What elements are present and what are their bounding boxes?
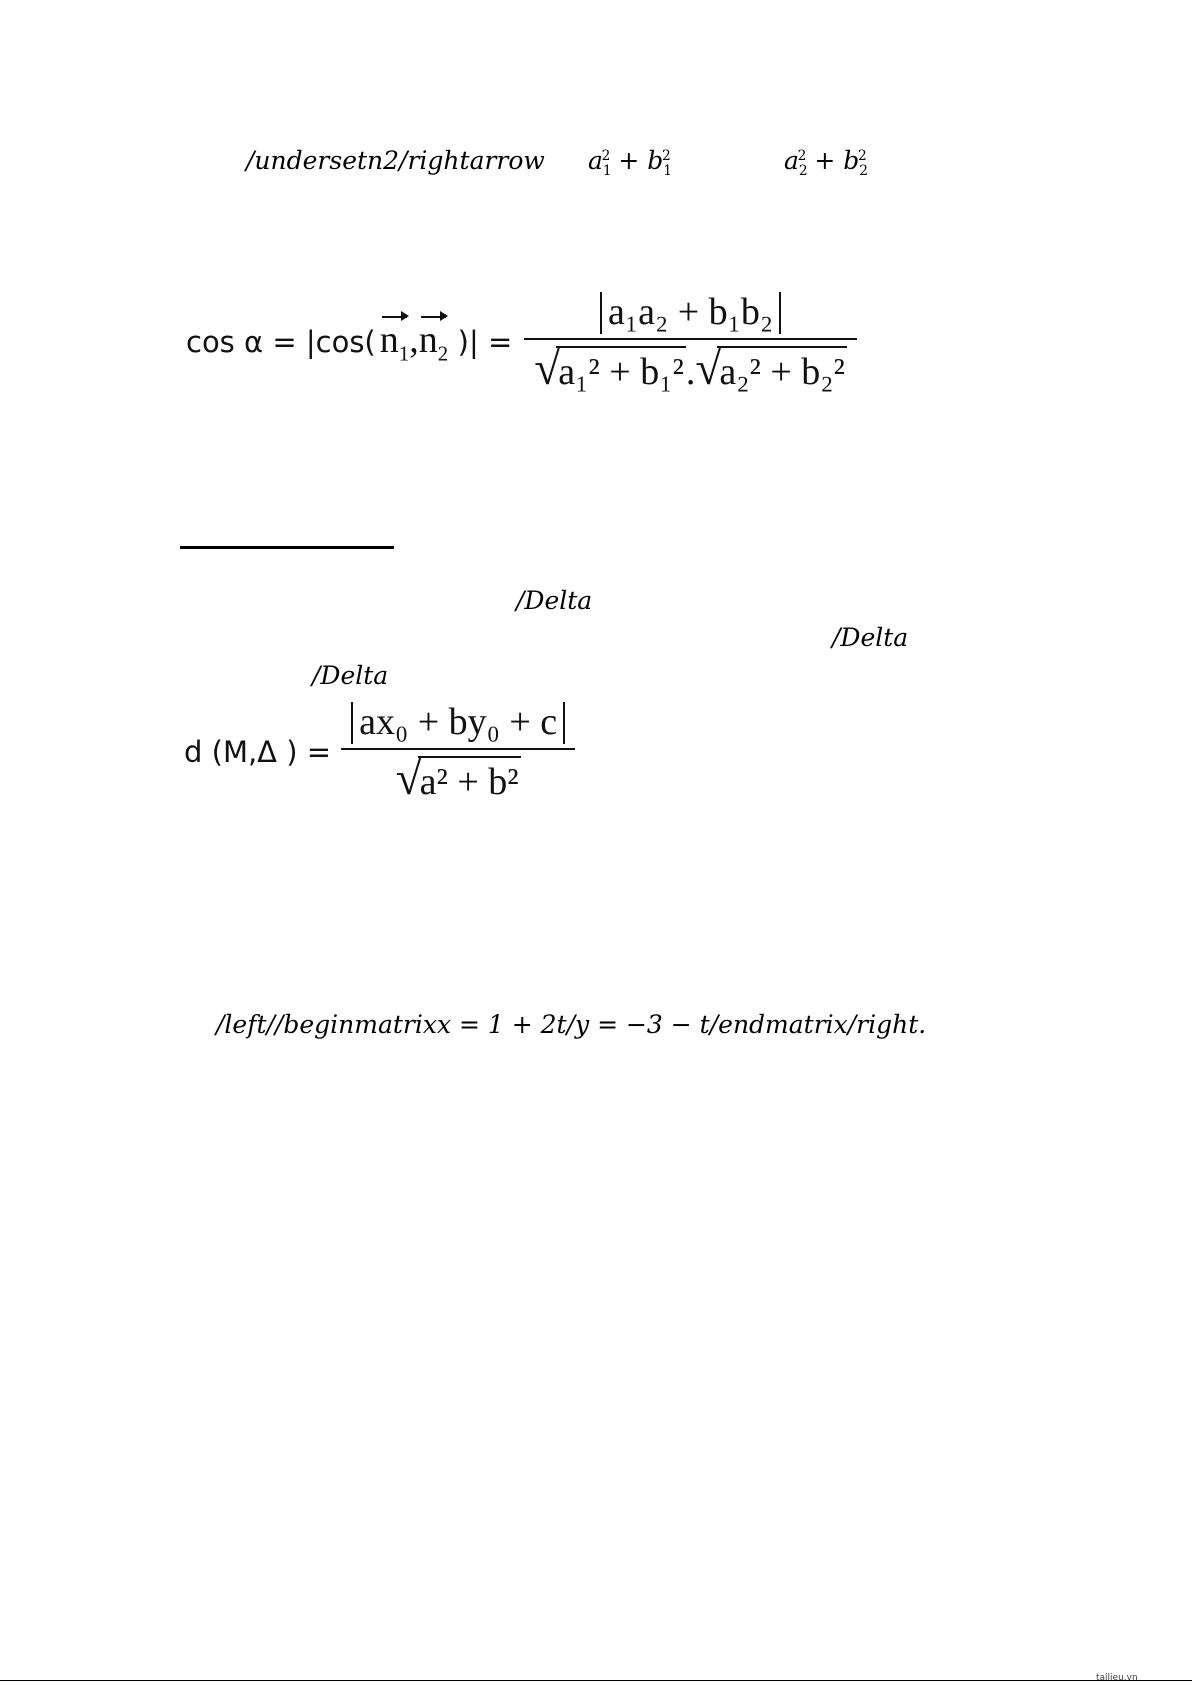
footer-mark: tailieu.vn xyxy=(1096,1673,1138,1683)
delta-label-2: /Delta xyxy=(832,623,909,652)
cos-angle-formula: cos α = |cos( $n_1,n_2$ )| = a₁a₂ + b₁b₂ √ a₁² + b₁². √ a₂² + b₂² xyxy=(186,290,857,420)
underset-formula: /undersetn2/rightarrow xyxy=(246,146,545,175)
cos-fraction xyxy=(524,290,857,394)
sum-squares-2: $a_2^2 + b_2^2$ xyxy=(784,146,869,179)
footer-line xyxy=(0,1680,1192,1681)
section-rule xyxy=(180,546,394,549)
delta-label-3: /Delta xyxy=(312,661,389,690)
cos-numerator: a₁a₂ + b₁b₂ xyxy=(600,292,781,334)
distance-fraction xyxy=(341,700,575,804)
distance-denominator: √ a² + b² xyxy=(341,748,575,804)
cos-denominator: √ a₁² + b₁². √ a₂² + b₂² xyxy=(524,338,857,394)
delta-label-1: /Delta xyxy=(516,586,593,615)
sum-squares-1: $a_1^2 + b_1^2$ xyxy=(588,146,673,179)
vector-n2: $n_2$ xyxy=(418,318,449,366)
vector-n1: $n_1$ xyxy=(379,318,410,366)
distance-formula: d (M,Δ ) = ax₀ + by₀ + c √ a² + b² xyxy=(184,700,575,818)
distance-numerator: ax₀ + by₀ + c xyxy=(351,702,565,744)
matrix-formula: /left//beginmatrixx = 1 + 2t/y = −3 − t/endmatrix/right. xyxy=(216,1010,927,1039)
